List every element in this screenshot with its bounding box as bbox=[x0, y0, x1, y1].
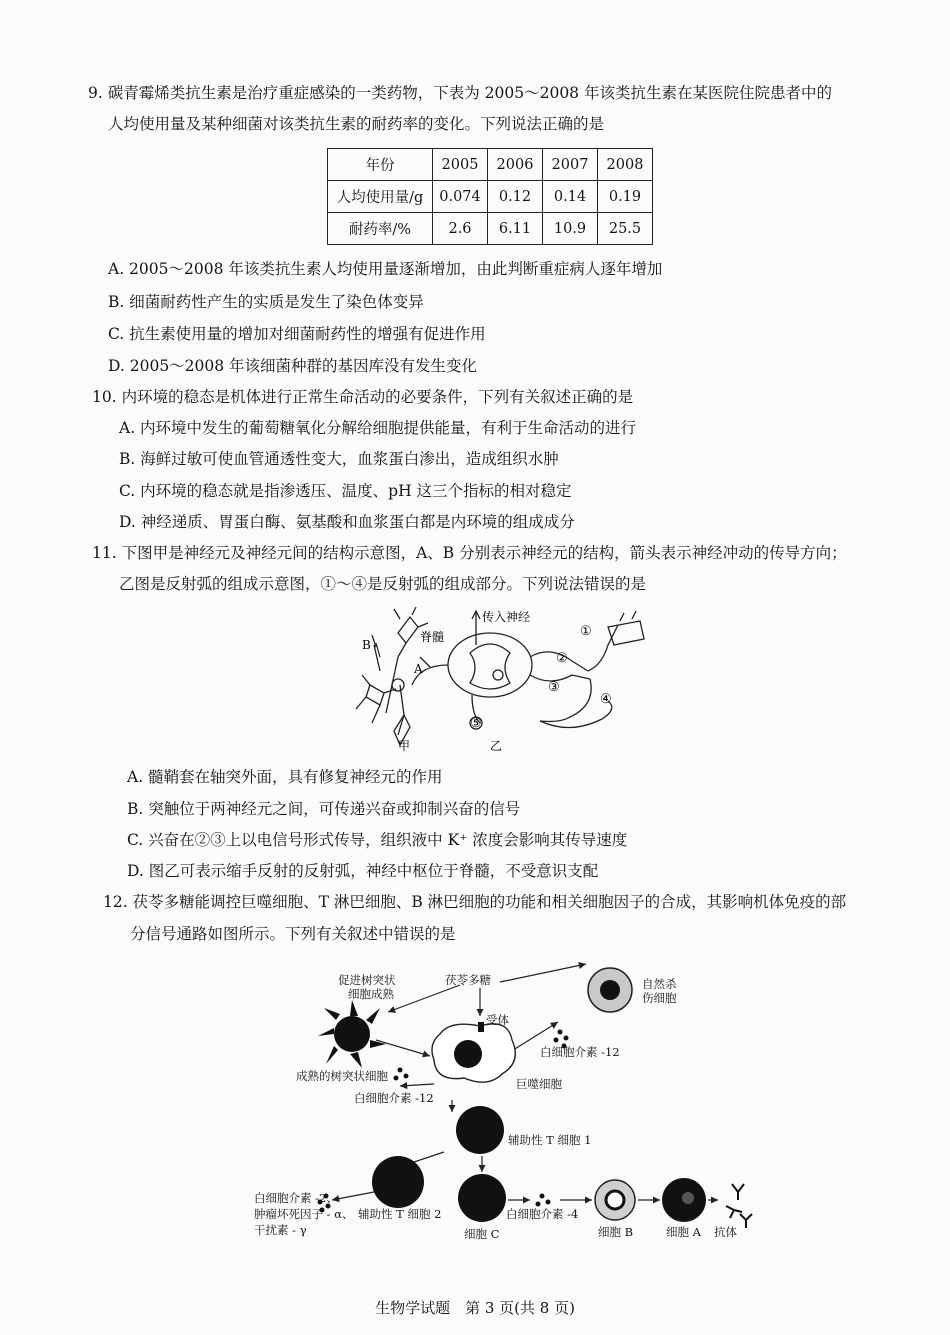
label-poria: 茯苓多糖 bbox=[445, 973, 491, 987]
label-spinal: 脊髓 bbox=[420, 630, 445, 644]
neuron-body-top bbox=[398, 617, 418, 643]
label-antibody: 抗体 bbox=[714, 1225, 737, 1239]
table-cell: 2008 bbox=[598, 149, 653, 181]
table-row bbox=[328, 149, 653, 181]
label-il12-left: 白细胞介素 -12 bbox=[354, 1091, 434, 1105]
q10-option-c: C. 内环境的稳态就是指渗透压、温度、pH 这三个指标的相对稳定 bbox=[119, 482, 572, 500]
label-promote-dc-2: 细胞成熟 bbox=[348, 987, 394, 1001]
q10-option-d: D. 神经递质、胃蛋白酶、氨基酸和血浆蛋白都是内环境的组成成分 bbox=[119, 513, 575, 531]
table-cell: 2.6 bbox=[433, 213, 488, 245]
neuron-body-left bbox=[366, 685, 384, 705]
label-a: A bbox=[414, 662, 423, 676]
label-c2: ② bbox=[556, 651, 568, 666]
q11-option-b: B. 突触位于两神经元之间，可传递兴奋或抑制兴奋的信号 bbox=[127, 800, 521, 818]
label-c3: ③ bbox=[548, 680, 560, 695]
q11-option-a: A. 髓鞘套在轴突外面，具有修复神经元的作用 bbox=[127, 768, 443, 786]
table-cell: 6.11 bbox=[488, 213, 543, 245]
label-receptor: 受体 bbox=[486, 1013, 509, 1027]
q10-stem: 10. 内环境的稳态是机体进行正常生命活动的必要条件，下列有关叙述正确的是 bbox=[92, 388, 634, 406]
caption-yi: 乙 bbox=[490, 739, 503, 753]
table-cell: 10.9 bbox=[543, 213, 598, 245]
table-row bbox=[328, 213, 653, 245]
label-cell-b: 细胞 B bbox=[598, 1225, 634, 1239]
reflex-arc-figure bbox=[340, 605, 670, 755]
q10-option-a: A. 内环境中发生的葡萄糖氧化分解给细胞提供能量，有利于生命活动的进行 bbox=[119, 419, 637, 437]
label-macrophage: 巨噬细胞 bbox=[516, 1077, 562, 1091]
th1-cell-icon bbox=[456, 1106, 504, 1154]
label-cytokines-2: 肿瘤坏死因子 - α、 bbox=[254, 1207, 354, 1221]
label-il12-right: 白细胞介素 -12 bbox=[540, 1045, 620, 1059]
q12-stem-line2: 分信号通路如图所示。下列有关叙述中错误的是 bbox=[130, 925, 456, 943]
q11-option-c: C. 兴奋在②③上以电信号形式传导，组织液中 K⁺ 浓度会影响其传导速度 bbox=[127, 831, 628, 849]
label-cell-a: 细胞 A bbox=[666, 1225, 701, 1239]
table-cell: 0.19 bbox=[598, 181, 653, 213]
label-th1: 辅助性 T 细胞 1 bbox=[508, 1133, 592, 1147]
table-row bbox=[328, 181, 653, 213]
table-cell: 0.074 bbox=[433, 181, 488, 213]
q9-data-table bbox=[327, 148, 653, 245]
th2-cell-icon bbox=[372, 1156, 424, 1208]
label-nk-1: 自然杀 bbox=[642, 977, 677, 991]
q11-stem-line1: 11. 下图甲是神经元及神经元间的结构示意图，A、B 分别表示神经元的结构，箭头表示神经冲动的传导方向； bbox=[92, 544, 847, 562]
table-cell: 2007 bbox=[543, 149, 598, 181]
q9-stem-line1: 9. 碳青霉烯类抗生素是治疗重症感染的一类药物，下表为 2005～2008 年该类抗生素在某医院住院患者中的 bbox=[88, 84, 832, 102]
q12-stem-line1: 12. 茯苓多糖能调控巨噬细胞、T 淋巴细胞、B 淋巴细胞的功能和相关细胞因子的合成，其影响机体免疫的部 bbox=[103, 893, 847, 911]
cell-c-icon bbox=[458, 1174, 506, 1222]
label-cytokines-3: 干扰素 - γ bbox=[254, 1223, 307, 1237]
q10-option-b: B. 海鲜过敏可使血管通透性变大，血浆蛋白渗出，造成组织水肿 bbox=[119, 450, 559, 468]
table-cell: 25.5 bbox=[598, 213, 653, 245]
table-cell: 人均使用量/g bbox=[328, 181, 433, 213]
q9-option-b: B. 细菌耐药性产生的实质是发生了染色体变异 bbox=[108, 293, 424, 311]
receptor-icon bbox=[478, 1022, 484, 1032]
label-th2: 辅助性 T 细胞 2 bbox=[358, 1207, 442, 1221]
q9-stem-line2: 人均使用量及某种细菌对该类抗生素的耐药率的变化。下列说法正确的是 bbox=[108, 115, 605, 133]
q9-option-c: C. 抗生素使用量的增加对细菌耐药性的增强有促进作用 bbox=[108, 325, 486, 343]
table-cell: 0.14 bbox=[543, 181, 598, 213]
table-cell: 2006 bbox=[488, 149, 543, 181]
table-cell: 耐药率/% bbox=[328, 213, 433, 245]
label-c4: ④ bbox=[600, 692, 612, 707]
label-afferent: 传入神经 bbox=[482, 610, 531, 624]
q9-option-d: D. 2005～2008 年该细菌种群的基因库没有发生变化 bbox=[108, 357, 478, 375]
label-promote-dc-1: 促进树突状 bbox=[338, 973, 396, 987]
label-il4: 白细胞介素 -4 bbox=[506, 1207, 579, 1221]
immune-pathway-figure bbox=[240, 960, 760, 1260]
q9-option-a: A. 2005～2008 年该类抗生素人均使用量逐渐增加，由此判断重症病人逐年增加 bbox=[108, 260, 663, 278]
antibody-icon bbox=[726, 1184, 752, 1228]
table-cell: 0.12 bbox=[488, 181, 543, 213]
label-nk-2: 伤细胞 bbox=[642, 991, 677, 1005]
dendritic-cell-icon bbox=[318, 1000, 386, 1068]
caption-jia: 甲 bbox=[398, 739, 411, 753]
table-cell: 2005 bbox=[433, 149, 488, 181]
label-c1: ① bbox=[580, 624, 592, 639]
label-mature-dc: 成熟的树突状细胞 bbox=[296, 1069, 388, 1083]
label-cell-c: 细胞 C bbox=[464, 1227, 500, 1241]
q11-stem-line2: 乙图是反射弧的组成示意图，①～④是反射弧的组成部分。下列说法错误的是 bbox=[119, 575, 647, 593]
label-b: B bbox=[362, 638, 371, 652]
page-footer: 生物学试题 第 3 页(共 8 页) bbox=[375, 1299, 575, 1317]
spinal-cord bbox=[448, 633, 532, 697]
table-cell: 年份 bbox=[328, 149, 433, 181]
label-c5: ⑤ bbox=[470, 716, 482, 731]
q11-option-d: D. 图乙可表示缩手反射的反射弧，神经中枢位于脊髓，不受意识支配 bbox=[127, 862, 599, 880]
label-cytokines-1: 白细胞介素 -2、 bbox=[254, 1191, 338, 1205]
